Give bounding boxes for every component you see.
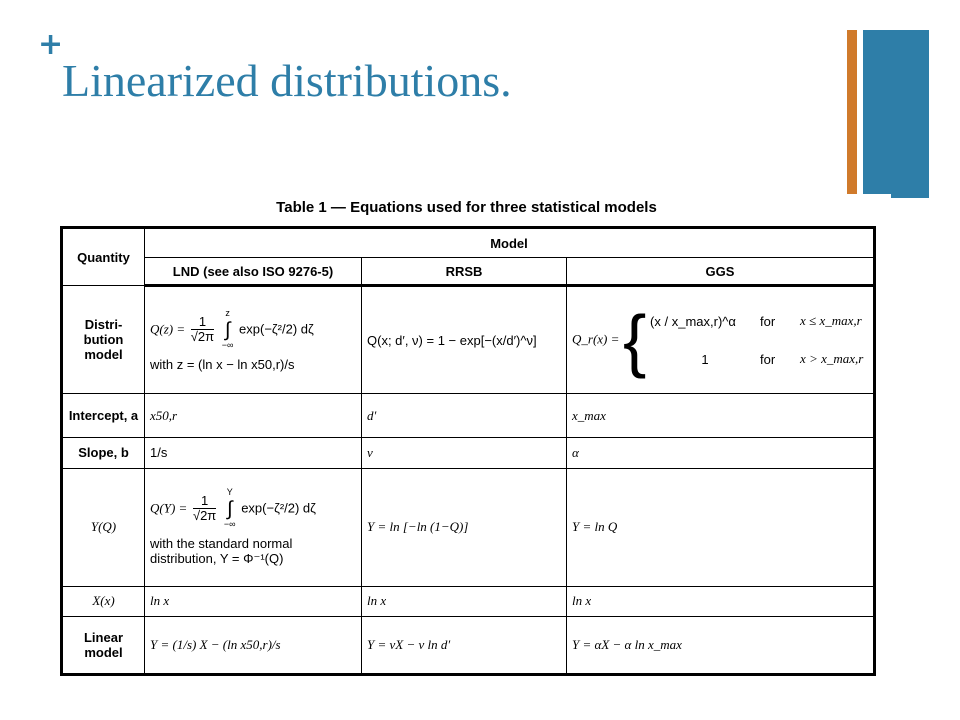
- ggs-case1-for: for: [760, 313, 776, 329]
- rrsb-distribution-cell: [362, 286, 567, 394]
- ggs-slope: α: [567, 438, 875, 468]
- slide-title: Linearized distributions.: [62, 55, 512, 106]
- rrsb-yq: Y = ln [−ln (1−Q)]: [362, 468, 567, 586]
- lnd-yq-coef: $\frac{1}{√2\pi}$: [192, 492, 217, 524]
- table-caption: Table 1 — Equations used for three statistical models: [276, 199, 657, 216]
- rrsb-slope: ν: [362, 438, 567, 468]
- lnd-yq-body: exp(−ζ²/2) dζ: [241, 500, 316, 516]
- ggs-dist-cases: [650, 302, 863, 378]
- ggs-case2-range: x > x_max,r: [800, 351, 864, 367]
- lnd-yq-note2: distribution, Y = Φ⁻¹(Q): [150, 550, 284, 566]
- row-label-distribution: Distri-bution model: [62, 286, 145, 394]
- ggs-case2-for: for: [760, 351, 776, 367]
- lnd-xx: ln x: [145, 586, 362, 616]
- lnd-yq-note1: with the standard normal: [150, 535, 293, 551]
- lnd-dist-note: with z = (ln x − ln x50,r)/s: [150, 356, 295, 372]
- header-rrsb: RRSB: [362, 258, 567, 286]
- ggs-case1-range: x ≤ x_max,r: [800, 313, 862, 329]
- rrsb-intercept: d′: [362, 394, 567, 438]
- lnd-dist-lhs: Q(z) =: [150, 321, 186, 337]
- lnd-yq-cell: [145, 468, 362, 586]
- row-label-linear: Linear model: [62, 616, 145, 674]
- rrsb-xx: ln x: [362, 586, 567, 616]
- plus-marker: +: [38, 27, 64, 62]
- row-label-xx: X(x): [62, 586, 145, 616]
- row-label-slope: Slope, b: [62, 438, 145, 468]
- lnd-dist-coef: $\frac{1}{√2\pi}$: [190, 313, 215, 345]
- lnd-dist-integral: z ∫ −∞: [221, 307, 234, 350]
- ggs-intercept: x_max: [567, 394, 875, 438]
- lnd-dist-body: exp(−ζ²/2) dζ: [239, 321, 314, 337]
- ggs-dist-lhs: Q_r(x) =: [572, 331, 620, 347]
- header-quantity: Quantity: [62, 228, 145, 286]
- left-brace-icon: {: [623, 301, 647, 380]
- rrsb-linear: Y = νX − ν ln d′: [362, 616, 567, 674]
- lnd-intercept: x50,r: [145, 394, 362, 438]
- row-label-intercept: Intercept, a: [62, 394, 145, 438]
- blue-accent-tab: [891, 194, 929, 198]
- ggs-distribution-cell: [567, 286, 875, 394]
- rrsb-dist-expr: Q(x; d′, ν) = 1 − exp[−(x/d′)^ν]: [367, 332, 537, 348]
- header-lnd: LND (see also ISO 9276-5): [145, 258, 362, 286]
- blue-accent-block: [863, 30, 929, 194]
- orange-accent-bar: [847, 30, 857, 194]
- lnd-yq-integral: Y ∫ −∞: [223, 486, 236, 529]
- row-label-yq: Y(Q): [62, 468, 145, 586]
- header-ggs: GGS: [567, 258, 875, 286]
- ggs-yq: Y = ln Q: [567, 468, 875, 586]
- ggs-case1-expr: (x / x_max,r)^α: [650, 313, 736, 329]
- lnd-yq-lhs: Q(Y) =: [150, 500, 188, 516]
- header-model: Model: [145, 228, 875, 258]
- lnd-distribution-cell: [145, 286, 362, 394]
- ggs-xx: ln x: [567, 586, 875, 616]
- ggs-linear: Y = αX − α ln x_max: [567, 616, 875, 674]
- lnd-slope: 1/s: [145, 438, 362, 468]
- equations-table: [60, 226, 876, 676]
- ggs-case2-expr: 1: [701, 351, 709, 367]
- lnd-linear: Y = (1/s) X − (ln x50,r)/s: [145, 616, 362, 674]
